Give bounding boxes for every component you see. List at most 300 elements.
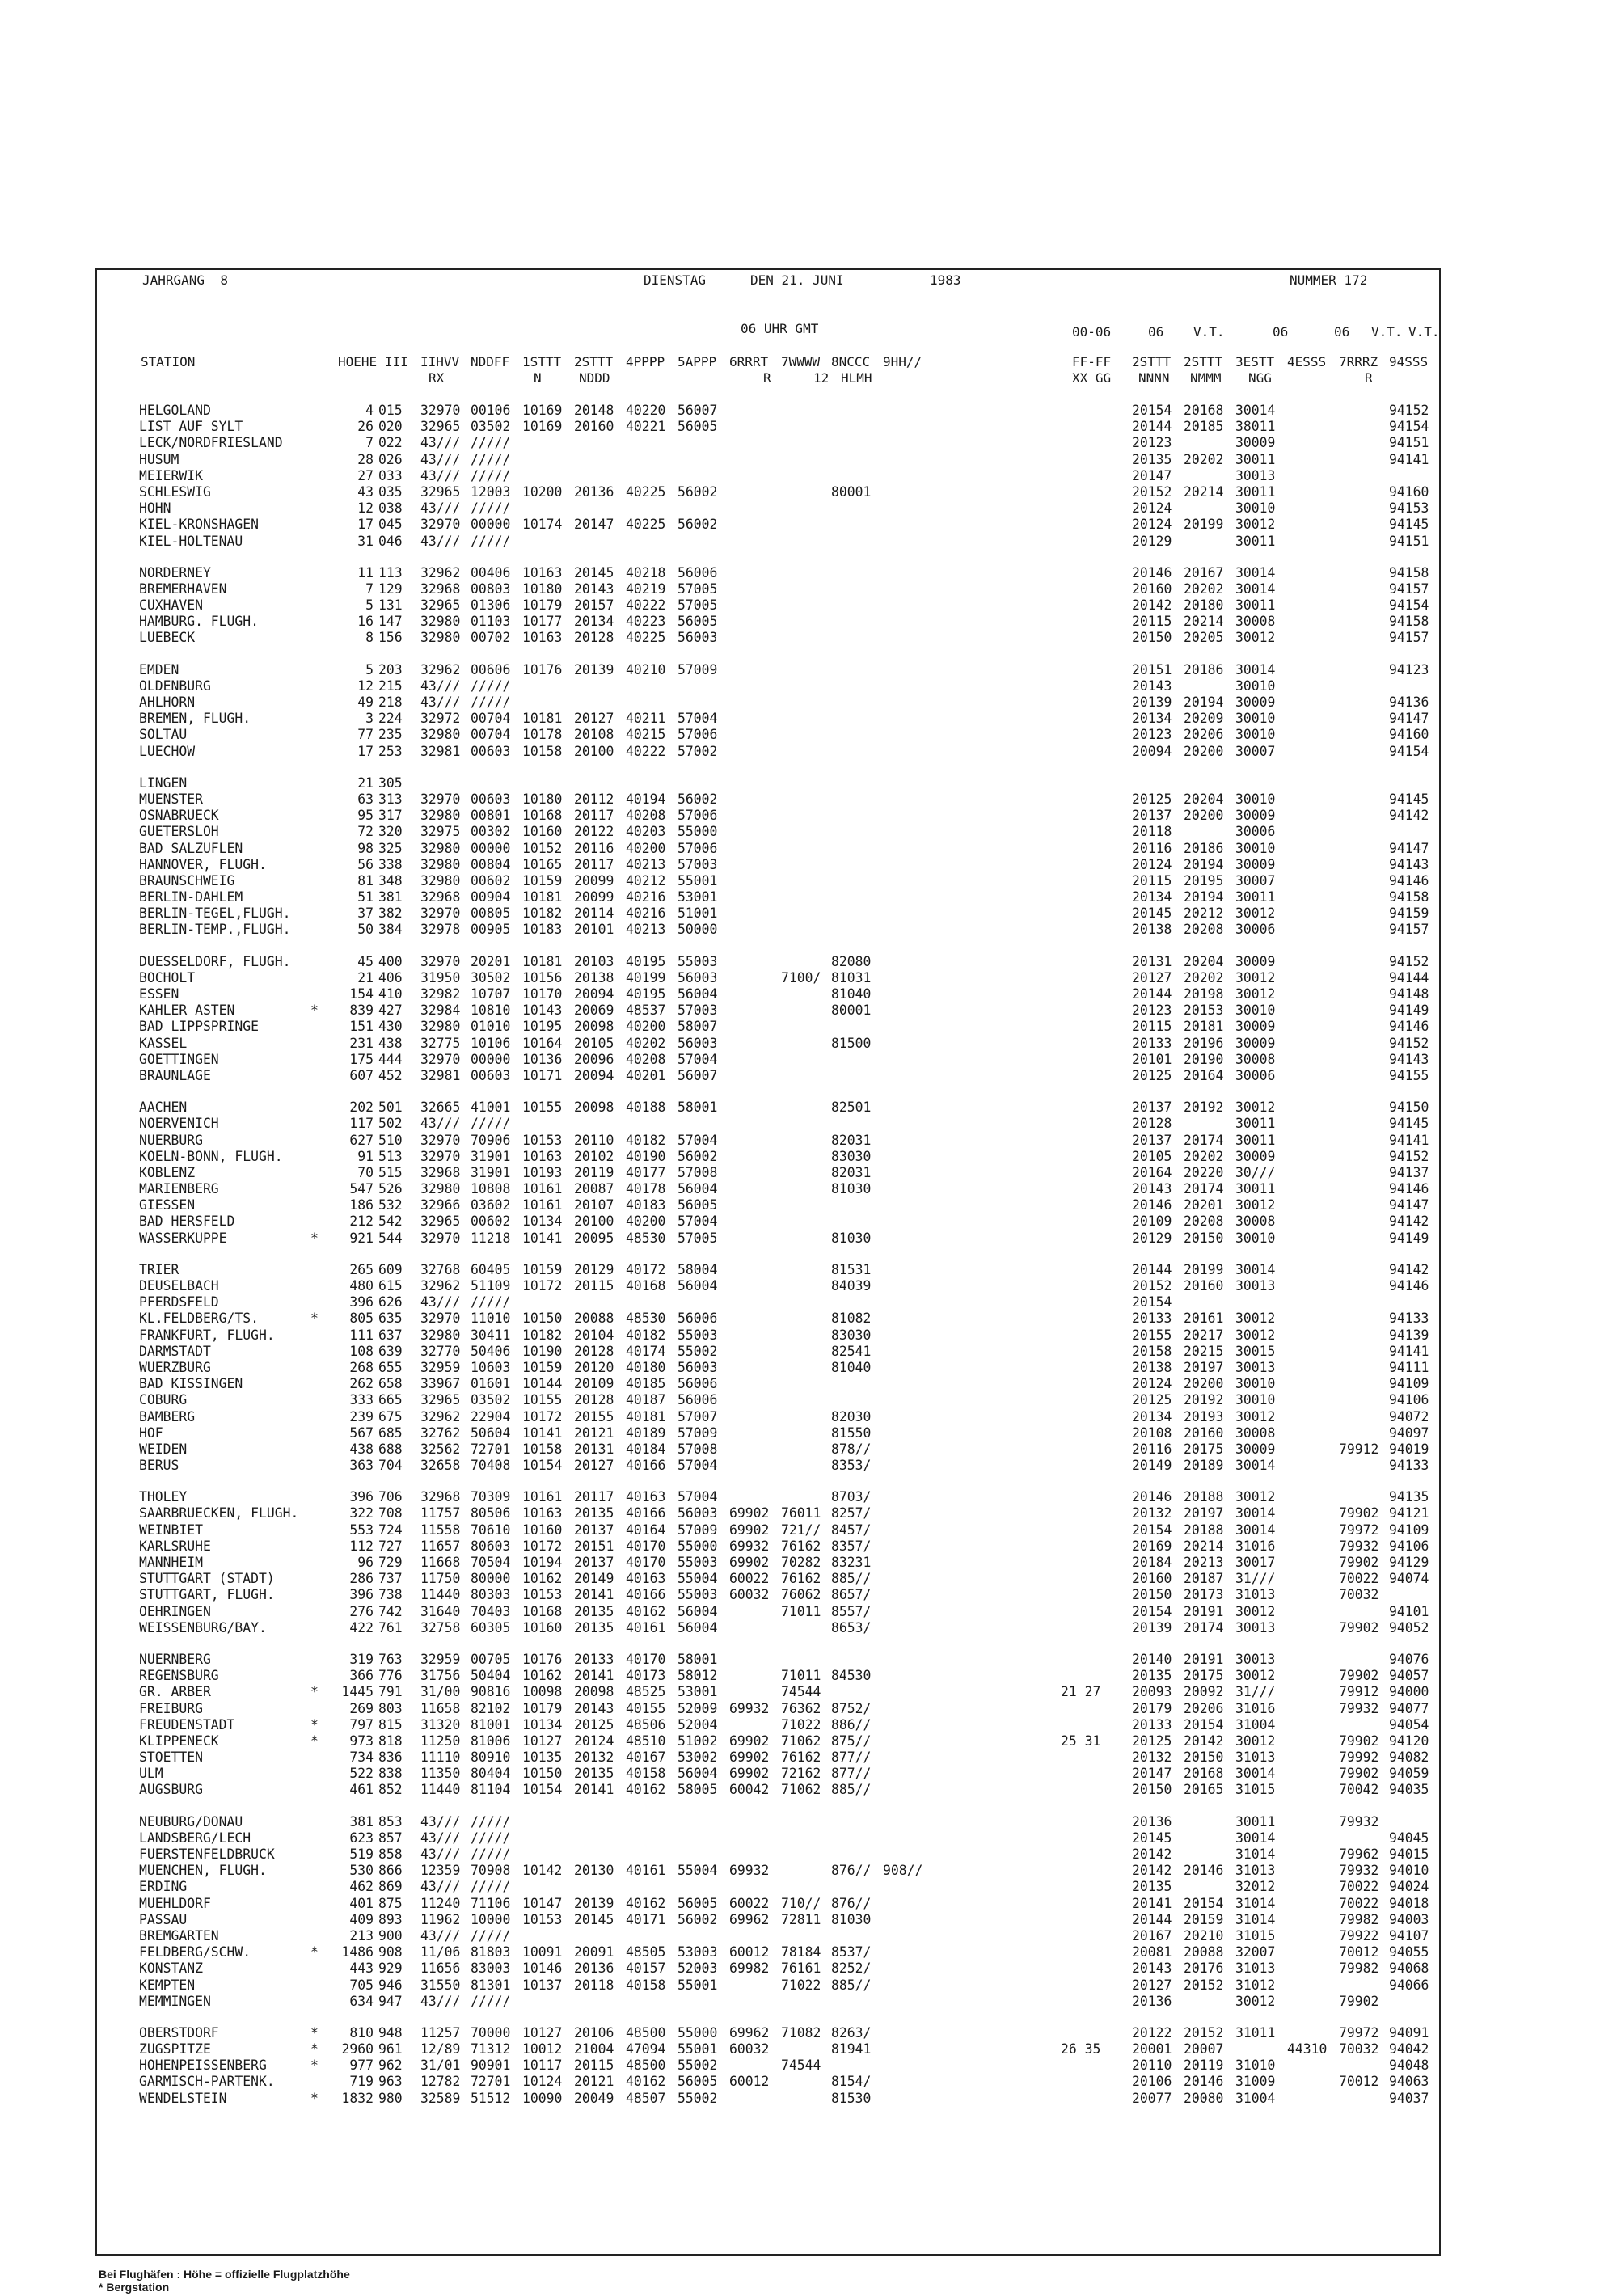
cell-nd: 00106 (471, 403, 511, 418)
cell-e3: 30015 (1235, 1343, 1276, 1359)
cell-p4: 40216 (626, 889, 666, 905)
cell-w7: 7100/ (781, 969, 821, 986)
subheader-col-06b: 06 (1273, 324, 1289, 340)
cell-name: OEHRINGEN (139, 1603, 211, 1619)
cell-iii: 763 (378, 1651, 403, 1667)
cell-nd: 01010 (471, 1019, 511, 1035)
cell-e7: 79982 (1339, 1911, 1379, 1927)
cell-e2b: 20159 (1184, 1911, 1224, 1927)
cell-name: MANNHEIM (139, 1555, 203, 1570)
cell-p4: 40190 (626, 1148, 666, 1164)
cell-nd: 00704 (471, 727, 511, 743)
cell-e9: 94121 (1389, 1505, 1429, 1522)
cell-e2b: 20150 (1184, 1749, 1224, 1766)
col-header-8nccc: 8NCCC (831, 354, 871, 369)
cell-e2: 20146 (1132, 564, 1172, 580)
cell-p4: 40223 (626, 614, 666, 630)
cell-e7: 70042 (1339, 1782, 1379, 1798)
cell-p5: 56004 (678, 1766, 718, 1782)
cell-e2b: 20092 (1184, 1684, 1224, 1700)
cell-p4: 40213 (626, 856, 666, 872)
cell-r6: 60032 (729, 1587, 770, 1603)
cell-s2: 20115 (574, 1278, 614, 1294)
cell-h: 366 (349, 1668, 374, 1684)
cell-p5: 57007 (678, 1408, 718, 1424)
cell-name: ERDING (139, 1879, 188, 1895)
cell-iii: 875 (378, 1895, 403, 1911)
cell-e2: 20143 (1132, 1181, 1172, 1197)
cell-name: MEIERWIK (139, 467, 203, 483)
table-row (139, 1587, 1433, 1603)
cell-h: 797 (349, 1716, 374, 1733)
cell-p4: 40195 (626, 953, 666, 969)
cell-r6: 69902 (729, 1766, 770, 1782)
col-header-7rrrz: 7RRRZ (1339, 354, 1378, 369)
cell-r6: 69902 (729, 1555, 770, 1570)
cell-p5: 58001 (678, 1651, 718, 1667)
cell-h: 567 (349, 1424, 374, 1441)
cell-s2: 20104 (574, 1327, 614, 1343)
cell-p5: 53002 (678, 1749, 718, 1766)
cell-e3: 30010 (1235, 791, 1276, 807)
cell-s1: 10190 (522, 1343, 563, 1359)
cell-s2: 20103 (574, 953, 614, 969)
cell-s2: 20130 (574, 1863, 614, 1879)
cell-e3: 31014 (1235, 1895, 1276, 1911)
cell-e2: 20124 (1132, 500, 1172, 517)
table-row (139, 1960, 1433, 1977)
cell-nd: 10707 (471, 986, 511, 1002)
cell-e9: 94015 (1389, 1847, 1429, 1862)
cell-e3: 31015 (1235, 1782, 1276, 1798)
cell-e9: 94133 (1389, 1458, 1429, 1474)
cell-name: BREMERHAVEN (139, 580, 227, 597)
cell-n8: 876// (831, 1863, 872, 1879)
cell-name: BRAUNSCHWEIG (139, 872, 235, 888)
cell-e9: 94019 (1389, 1441, 1429, 1457)
cell-s2: 20109 (574, 1376, 614, 1392)
cell-e3: 30008 (1235, 1424, 1276, 1441)
cell-name: HUSUM (139, 451, 179, 467)
cell-e2b: 20150 (1184, 1230, 1224, 1246)
cell-p5: 57004 (678, 1132, 718, 1148)
cell-iii: 706 (378, 1489, 403, 1505)
cell-e3: 30010 (1235, 1230, 1276, 1246)
cell-iii: 852 (378, 1782, 403, 1798)
cell-e9: 94146 (1389, 1278, 1429, 1294)
cell-e2: 20125 (1132, 1067, 1172, 1083)
cell-e2: 20136 (1132, 1813, 1172, 1830)
cell-e2: 20123 (1132, 727, 1172, 743)
cell-e9: 94141 (1389, 1132, 1429, 1148)
cell-s1: 10155 (522, 1099, 563, 1116)
cell-nd: 60405 (471, 1261, 511, 1277)
cell-e9: 94142 (1389, 1261, 1429, 1277)
cell-s1: 10171 (522, 1067, 563, 1083)
cell-e9: 94157 (1389, 630, 1429, 646)
table-row (139, 468, 1433, 484)
cell-ii: 32562 (420, 1441, 461, 1457)
cell-ii: 33967 (420, 1376, 461, 1392)
cell-ii: 11350 (420, 1766, 461, 1782)
date-label: DEN 21. JUNI (750, 272, 844, 288)
cell-ii: 43/// (420, 1813, 461, 1830)
cell-iii: 962 (378, 2058, 403, 2074)
cell-name: HOHN (139, 500, 171, 517)
cell-e3: 30006 (1235, 824, 1276, 840)
cell-e2: 20133 (1132, 1310, 1172, 1327)
cell-p5: 57005 (678, 597, 718, 614)
cell-e3: 30008 (1235, 1051, 1276, 1067)
cell-s2: 20141 (574, 1587, 614, 1603)
cell-e3: 30009 (1235, 1019, 1276, 1035)
cell-name: KAHLER ASTEN (139, 1002, 235, 1019)
cell-h: 522 (349, 1766, 374, 1782)
cell-e2b: 20168 (1184, 403, 1224, 418)
cell-iii: 033 (378, 467, 403, 483)
cell-s2: 20096 (574, 1051, 614, 1067)
cell-name: EMDEN (139, 661, 179, 677)
cell-e2: 20133 (1132, 1716, 1172, 1733)
cell-s1: 10160 (522, 824, 563, 840)
cell-name: STUTTGART, FLUGH. (139, 1587, 275, 1603)
year-label: 1983 (930, 272, 961, 288)
cell-s1: 10134 (522, 1213, 563, 1230)
cell-iii: 609 (378, 1261, 403, 1277)
cell-e2b: 20154 (1184, 1716, 1224, 1733)
cell-nd: 70610 (471, 1522, 511, 1538)
table-row (139, 922, 1433, 938)
cell-h: 45 (357, 953, 374, 969)
cell-e9: 94150 (1389, 1099, 1429, 1116)
cell-s1: 10153 (522, 1132, 563, 1148)
cell-n8: 81082 (831, 1310, 872, 1327)
cell-e2b: 20176 (1184, 1960, 1224, 1977)
cell-s1: 10127 (522, 1733, 563, 1749)
cell-e2: 20134 (1132, 711, 1172, 727)
cell-h: 363 (349, 1458, 374, 1474)
cell-s1: 10098 (522, 1684, 563, 1700)
cell-h: 4 (365, 403, 374, 418)
cell-h: 734 (349, 1749, 374, 1766)
cell-e2b: 20175 (1184, 1441, 1224, 1457)
cell-name: BRAUNLAGE (139, 1067, 211, 1083)
cell-ii: 43/// (420, 1927, 461, 1944)
cell-s1: 10142 (522, 1863, 563, 1879)
cell-name: STOETTEN (139, 1749, 203, 1766)
cell-ii: 32980 (420, 872, 461, 888)
cell-nd: 11218 (471, 1230, 511, 1246)
cell-nd: ///// (471, 677, 511, 694)
cell-p5: 56006 (678, 1392, 718, 1408)
cell-n8: 83030 (831, 1148, 872, 1164)
cell-r6: 60032 (729, 2041, 770, 2058)
cell-iii: 803 (378, 1700, 403, 1716)
cell-w7: 721// (781, 1522, 821, 1538)
cell-name: KOELN-BONN, FLUGH. (139, 1148, 283, 1164)
cell-name: GARMISCH-PARTENK. (139, 2074, 275, 2090)
cell-s2: 20049 (574, 2090, 614, 2106)
cell-e3: 30012 (1235, 1327, 1276, 1343)
cell-s2: 20106 (574, 2024, 614, 2041)
cell-nd: 10000 (471, 1911, 511, 1927)
cell-nd: 80506 (471, 1505, 511, 1522)
cell-name: NUERBURG (139, 1132, 203, 1148)
cell-iii: 658 (378, 1376, 403, 1392)
cell-p5: 55001 (678, 1977, 718, 1993)
cell-e3: 30/// (1235, 1164, 1276, 1180)
cell-p4: 40222 (626, 743, 666, 759)
cell-h: 719 (349, 2074, 374, 2090)
cell-s1: 10182 (522, 1327, 563, 1343)
cell-p4: 40218 (626, 564, 666, 580)
cell-e9: 94063 (1389, 2074, 1429, 2090)
cell-e2: 20131 (1132, 953, 1172, 969)
cell-n8: 81530 (831, 2090, 872, 2106)
cell-iii: 381 (378, 889, 403, 905)
table-row (139, 1863, 1433, 1879)
cell-ii: 43/// (420, 467, 461, 483)
table-row (139, 2091, 1433, 2107)
cell-e3: 30009 (1235, 1441, 1276, 1457)
table-row (139, 614, 1433, 630)
cell-e3: 30012 (1235, 986, 1276, 1002)
cell-e9: 94097 (1389, 1424, 1429, 1441)
table-row (139, 727, 1433, 743)
cell-p4: 40161 (626, 1863, 666, 1879)
cell-nd: 81803 (471, 1944, 511, 1960)
cell-e3: 30014 (1235, 1505, 1276, 1522)
cell-ff: 25 31 (1061, 1733, 1101, 1749)
cell-p5: 56004 (678, 1619, 718, 1635)
cell-ii: 11257 (420, 2024, 461, 2041)
cell-h: 95 (357, 808, 374, 824)
cell-nd: 00302 (471, 824, 511, 840)
cell-p5: 56004 (678, 1181, 718, 1197)
cell-iii: 129 (378, 580, 403, 597)
cell-h: 286 (349, 1571, 374, 1587)
cell-p5: 57004 (678, 1213, 718, 1230)
cell-p4: 40180 (626, 1359, 666, 1375)
col-header-9hh: 9HH// (883, 354, 922, 369)
cell-name: BERLIN-DAHLEM (139, 889, 243, 905)
cell-s2: 20141 (574, 1668, 614, 1684)
cell-e2: 20138 (1132, 1359, 1172, 1375)
subheader-col-06c: 06 (1334, 324, 1350, 340)
cell-p4: 40200 (626, 840, 666, 856)
cell-s1: 10170 (522, 986, 563, 1002)
table-row (139, 1944, 1433, 1960)
cell-name: BAD LIPPSPRINGE (139, 1019, 260, 1035)
cell-e2b: 20213 (1184, 1555, 1224, 1570)
cell-name: REGENSBURG (139, 1668, 219, 1684)
cell-iii: 384 (378, 922, 403, 938)
cell-iii: 866 (378, 1863, 403, 1879)
cell-p4: 40202 (626, 1035, 666, 1051)
cell-e2b: 20080 (1184, 2090, 1224, 2106)
cell-s2: 20121 (574, 1424, 614, 1441)
issue-number: NUMMER 172 (1290, 272, 1368, 288)
col-header-1sttt: 1STTT (522, 354, 562, 369)
cell-p4: 48530 (626, 1310, 666, 1327)
cell-s1: 10090 (522, 2090, 563, 2106)
table-row (139, 1620, 1433, 1636)
table-row (139, 662, 1433, 678)
cell-w7: 74544 (781, 2058, 821, 2074)
cell-r6: 60022 (729, 1895, 770, 1911)
cell-name: LUECHOW (139, 743, 196, 759)
table-row (139, 419, 1433, 435)
cell-name: BREMGARTEN (139, 1927, 219, 1944)
table-row (139, 2025, 1433, 2041)
cell-p4: 40174 (626, 1343, 666, 1359)
cell-r6: 69962 (729, 1911, 770, 1927)
table-row (139, 1165, 1433, 1181)
cell-e2b: 20188 (1184, 1489, 1224, 1505)
cell-s2: 20145 (574, 564, 614, 580)
cell-e9: 94107 (1389, 1927, 1429, 1944)
cell-s2: 20117 (574, 856, 614, 872)
cell-e3: 30011 (1235, 1181, 1276, 1197)
cell-nd: 30502 (471, 969, 511, 986)
cell-e3: 30008 (1235, 1213, 1276, 1230)
cell-e7: 79902 (1339, 1619, 1379, 1635)
cell-iii: 893 (378, 1911, 403, 1927)
cell-n8: 8457/ (831, 1522, 872, 1538)
cell-p5: 55002 (678, 1343, 718, 1359)
table-row (139, 1197, 1433, 1213)
cell-e2b: 20195 (1184, 872, 1224, 888)
cell-iii: 317 (378, 808, 403, 824)
cell-p5: 51002 (678, 1733, 718, 1749)
cell-name: COBURG (139, 1392, 188, 1408)
cell-e2b: 20212 (1184, 905, 1224, 922)
cell-p4: 40167 (626, 1749, 666, 1766)
cell-h: 623 (349, 1830, 374, 1846)
cell-n8: 8154/ (831, 2074, 872, 2090)
cell-ii: 31320 (420, 1716, 461, 1733)
table-row (139, 1181, 1433, 1197)
subheader-col-vt3: V.T. (1408, 324, 1440, 340)
cell-ii: 31950 (420, 969, 461, 986)
cell-s2: 20099 (574, 889, 614, 905)
cell-e2: 20154 (1132, 403, 1172, 418)
cell-ii: 43/// (420, 1847, 461, 1862)
cell-s1: 10154 (522, 1458, 563, 1474)
cell-e9: 94076 (1389, 1651, 1429, 1667)
cell-nd: 03502 (471, 1392, 511, 1408)
cell-e9: 94045 (1389, 1830, 1429, 1846)
cell-e9: 94145 (1389, 1116, 1429, 1132)
cell-nd: 50406 (471, 1343, 511, 1359)
cell-r6: 69982 (729, 1960, 770, 1977)
cell-nd: 81001 (471, 1716, 511, 1733)
cell-e2: 20167 (1132, 1927, 1172, 1944)
cell-e3: 30011 (1235, 533, 1276, 549)
cell-e2b: 20191 (1184, 1651, 1224, 1667)
cell-e3: 30010 (1235, 840, 1276, 856)
cell-p5: 58007 (678, 1019, 718, 1035)
cell-w7: 71062 (781, 1782, 821, 1798)
cell-e2: 20145 (1132, 905, 1172, 922)
cell-nd: 00801 (471, 808, 511, 824)
cell-e2b: 20200 (1184, 1376, 1224, 1392)
cell-e2: 20125 (1132, 1392, 1172, 1408)
cell-p4: 40184 (626, 1441, 666, 1457)
cell-h: 175 (349, 1051, 374, 1067)
cell-nd: 60305 (471, 1619, 511, 1635)
table-row (139, 1149, 1433, 1165)
cell-s2: 20135 (574, 1619, 614, 1635)
cell-star: * (310, 1310, 319, 1327)
cell-s2: 20117 (574, 1489, 614, 1505)
cell-e2b: 20204 (1184, 791, 1224, 807)
cell-e3: 31013 (1235, 1587, 1276, 1603)
table-row (139, 1344, 1433, 1360)
cell-name: OSNABRUECK (139, 808, 219, 824)
cell-h: 530 (349, 1863, 374, 1879)
cell-ii: 43/// (420, 1830, 461, 1846)
cell-h: 43 (357, 483, 374, 500)
cell-e9: 94146 (1389, 1181, 1429, 1197)
cell-e2: 20144 (1132, 1911, 1172, 1927)
cell-e2b: 20209 (1184, 711, 1224, 727)
table-row (139, 873, 1433, 889)
table-row (139, 1376, 1433, 1392)
cell-nd: 51109 (471, 1278, 511, 1294)
cell-iii: 253 (378, 743, 403, 759)
cell-n8: 8657/ (831, 1587, 872, 1603)
cell-e2: 20138 (1132, 922, 1172, 938)
cell-iii: 961 (378, 2041, 403, 2058)
cell-e2b: 20196 (1184, 1035, 1224, 1051)
cell-p5: 57004 (678, 1458, 718, 1474)
cell-s2: 20088 (574, 1310, 614, 1327)
cell-e4: 44310 (1287, 2041, 1328, 2058)
cell-e9: 94101 (1389, 1603, 1429, 1619)
cell-s1: 10146 (522, 1960, 563, 1977)
cell-e3: 30009 (1235, 694, 1276, 710)
cell-p4: 40181 (626, 1408, 666, 1424)
cell-p5: 56005 (678, 1895, 718, 1911)
cell-ii: 32970 (420, 1148, 461, 1164)
cell-e2: 20142 (1132, 1847, 1172, 1862)
cell-p5: 57002 (678, 743, 718, 759)
cell-nd: 12003 (471, 483, 511, 500)
cell-iii: 444 (378, 1051, 403, 1067)
cell-s1: 10143 (522, 1002, 563, 1019)
cell-p4: 40222 (626, 597, 666, 614)
col-subheader-r: R (763, 370, 771, 386)
cell-nd: ///// (471, 467, 511, 483)
cell-e2b: 20180 (1184, 597, 1224, 614)
cell-e3: 30009 (1235, 435, 1276, 451)
cell-ii: 32962 (420, 661, 461, 677)
cell-ii: 32970 (420, 517, 461, 533)
cell-ii: 11440 (420, 1782, 461, 1798)
cell-h: 973 (349, 1733, 374, 1749)
table-row (139, 500, 1433, 517)
cell-nd: 80603 (471, 1538, 511, 1554)
cell-name: LANDSBERG/LECH (139, 1830, 251, 1846)
cell-e3: 30014 (1235, 403, 1276, 418)
cell-nd: ///// (471, 435, 511, 451)
cell-star: * (310, 1002, 319, 1019)
cell-e3: 31009 (1235, 2074, 1276, 2090)
cell-e2b: 20167 (1184, 564, 1224, 580)
cell-n8: 878// (831, 1441, 872, 1457)
cell-e3: 30014 (1235, 1522, 1276, 1538)
